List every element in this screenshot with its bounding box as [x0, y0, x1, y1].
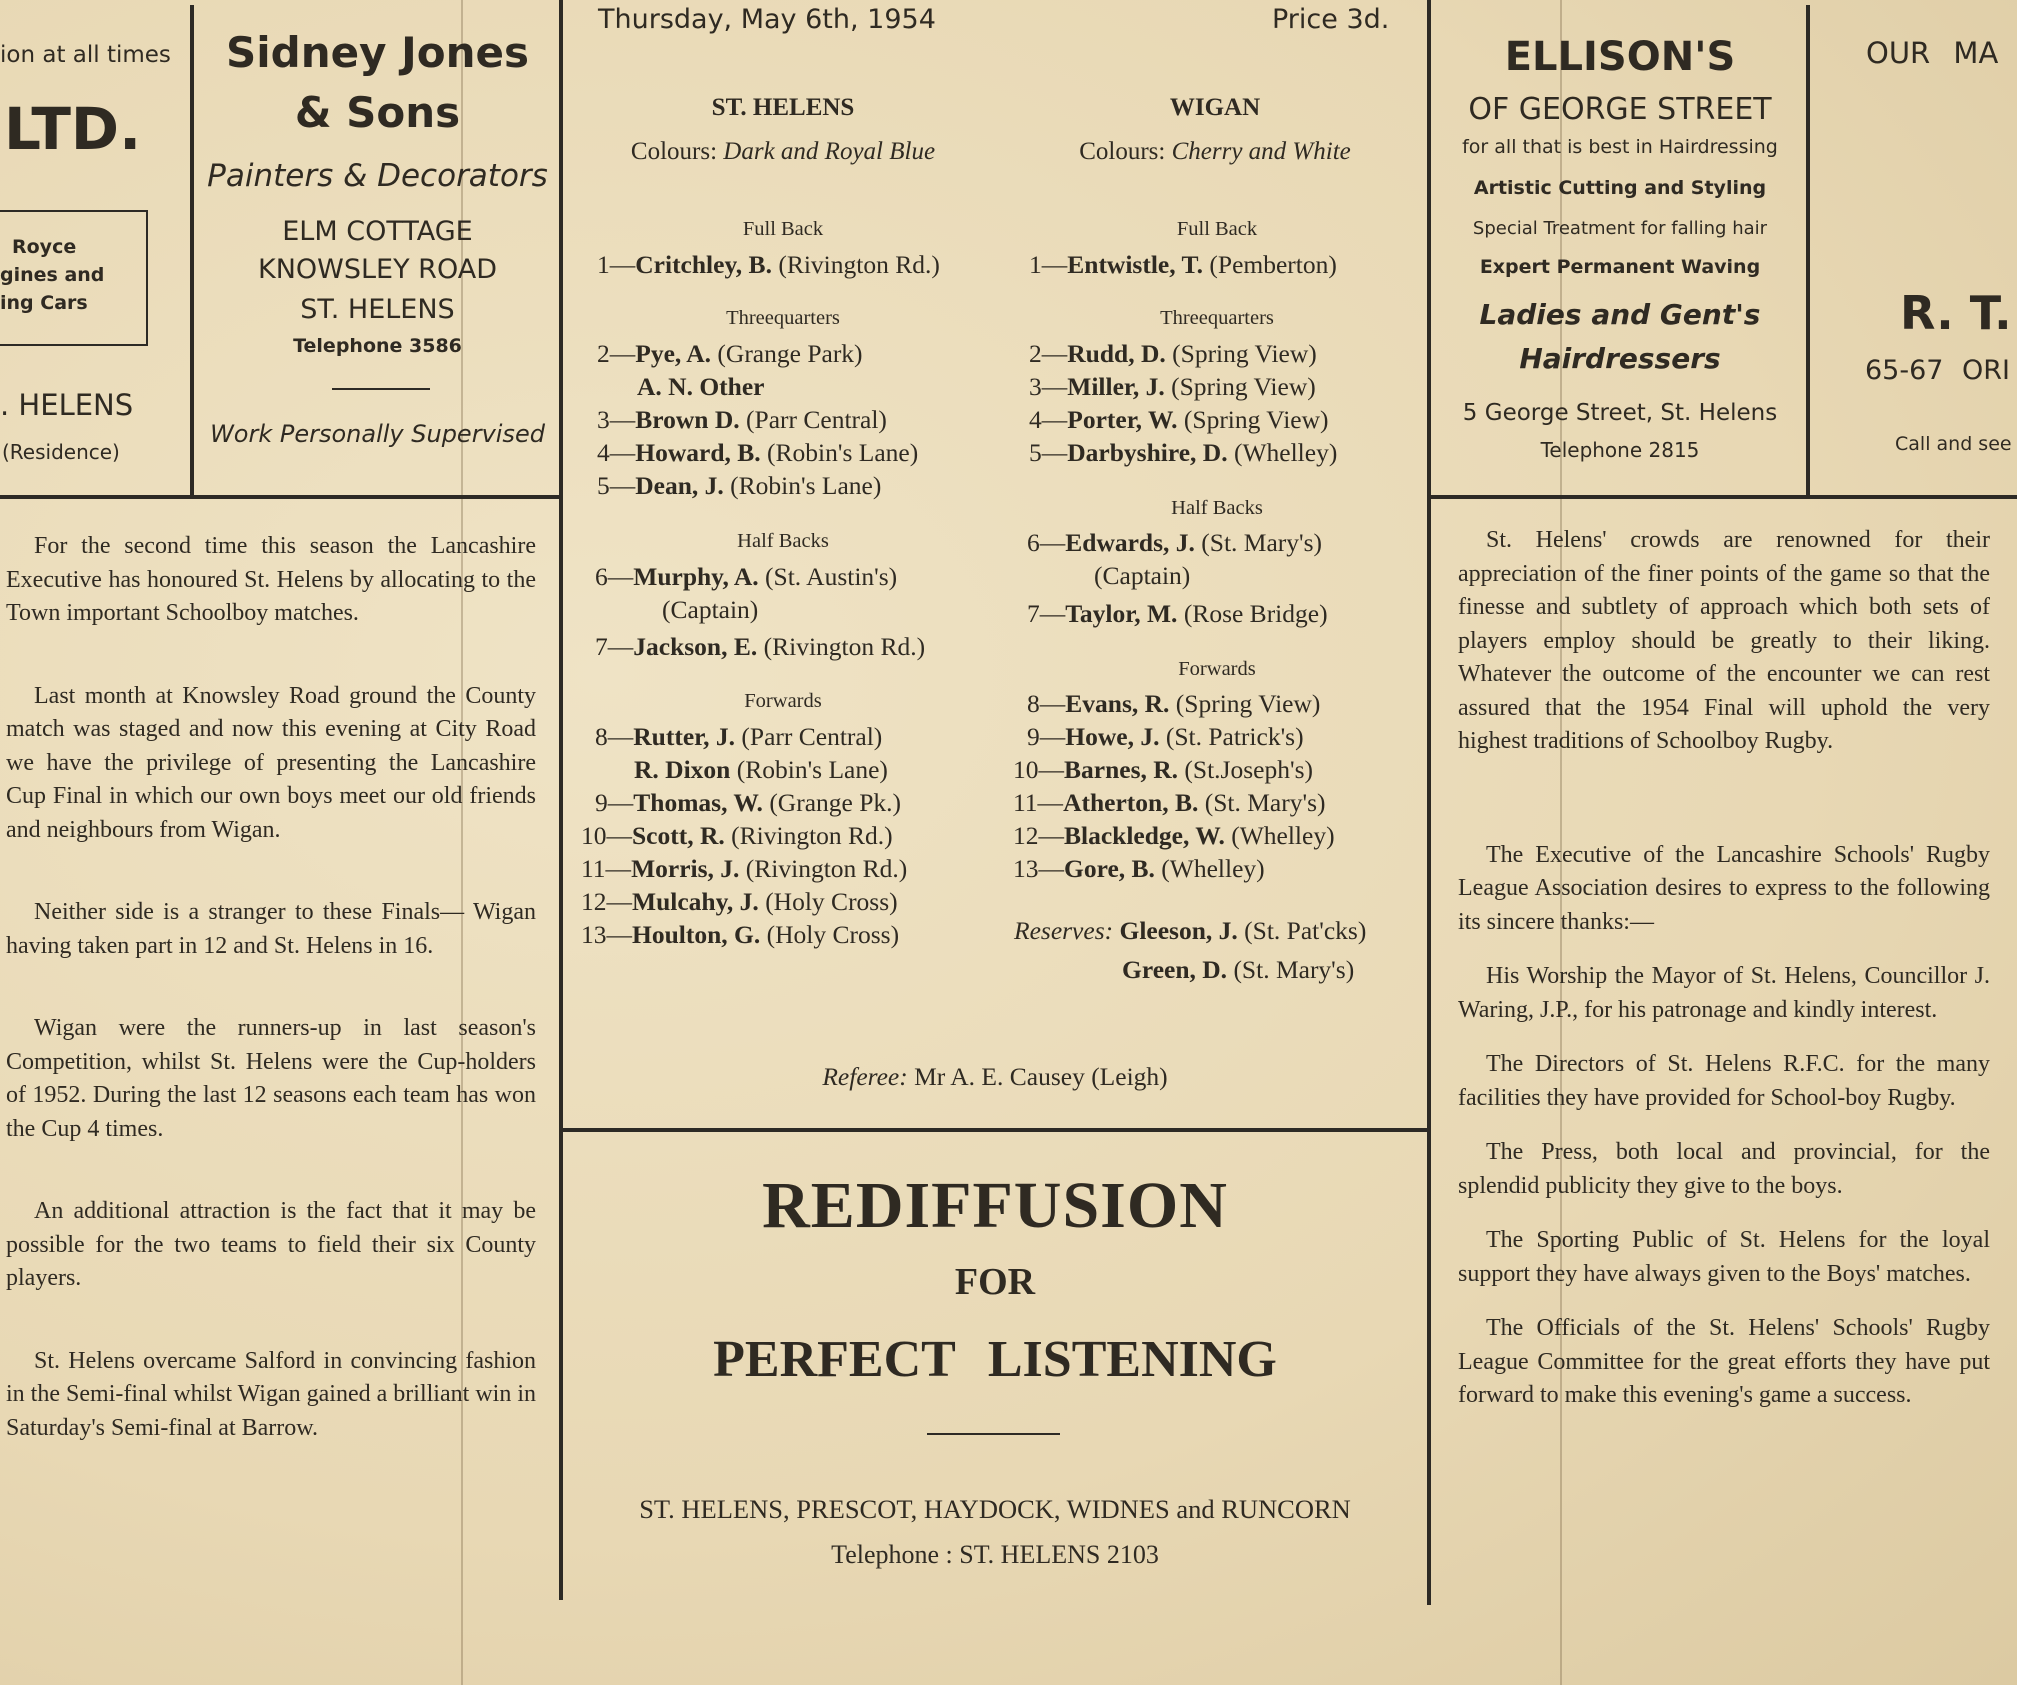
ad-left-residence: (Residence) — [2, 440, 120, 464]
article-paragraph: For the second time this season the Lancashire Executive has honoured St. Helens by allocating to the Town important Schoolboy matches. — [6, 533, 536, 626]
player-number: 1— — [597, 250, 636, 279]
player-name: Scott, R. — [632, 821, 725, 850]
player-number: 12— — [1013, 821, 1064, 850]
player-row — [662, 595, 758, 625]
player-number: 9— — [595, 788, 634, 817]
position-half-backs: Half Backs — [1171, 497, 1263, 519]
article-paragraph: The Officials of the St. Helens' Schools' Rugby League Committee for the great efforts they have put forward to make this evening's game a success. — [1458, 1315, 1990, 1408]
colours-label: Colours: — [1079, 138, 1166, 165]
player-number: 13— — [581, 920, 632, 949]
player-number: 4— — [597, 438, 636, 467]
player-row — [1013, 854, 1265, 884]
player-row — [1029, 372, 1316, 402]
player-name: Edwards, J. — [1065, 528, 1195, 557]
player-club: (Whelley) — [1224, 821, 1335, 850]
reserves-row — [1014, 916, 1366, 946]
position-full-back: Full Back — [1176, 218, 1258, 240]
player-row — [595, 562, 897, 592]
ad-jones-name-sons: & Sons — [294, 88, 461, 137]
player-number: 11— — [581, 854, 632, 883]
player-name: Thomas, W. — [633, 788, 763, 817]
player-name: Darbyshire, D. — [1067, 438, 1228, 467]
divider-ad-left — [190, 5, 194, 495]
player-club: (St. Mary's) — [1194, 528, 1323, 557]
player-number: 2— — [597, 339, 636, 368]
rediffusion-title: REDIFFUSION — [762, 1169, 1228, 1242]
ad-left-ltd: LTD. — [4, 95, 142, 163]
player-row — [1027, 528, 1322, 558]
divider-center-left — [559, 0, 563, 1600]
ad-left-town: . HELENS — [0, 388, 134, 422]
player-name: Brown D. — [635, 405, 740, 434]
player-club: (Parr Central) — [739, 405, 887, 434]
player-name: Gleeson, J. — [1119, 916, 1238, 945]
ad-jones-address: ELM COTTAGE — [282, 216, 473, 247]
left-article — [6, 530, 536, 1445]
player-number: 8— — [595, 722, 634, 751]
position-full-back: Full Back — [742, 218, 824, 240]
player-row — [1094, 561, 1190, 591]
player-row — [597, 438, 918, 468]
ad-ellison-street: OF GEORGE STREET — [1468, 92, 1772, 127]
player-number: 13— — [1013, 854, 1064, 883]
ad-jones-name: Sidney Jones — [226, 28, 529, 77]
article-paragraph: The Directors of St. Helens R.F.C. for the many facilities they have provided for School-boy Rugby. — [1458, 1051, 1990, 1111]
player-row — [1029, 250, 1337, 280]
player-club: (St. Mary's) — [1198, 788, 1326, 817]
ad-ellison-telephone: Telephone 2815 — [1540, 438, 1700, 462]
player-number: 6— — [595, 562, 634, 591]
player-name: Porter, W. — [1067, 405, 1178, 434]
player-row — [634, 755, 888, 785]
ad-jones-rule — [332, 388, 430, 390]
rediffusion-telephone: Telephone : ST. HELENS 2103 — [831, 1540, 1159, 1569]
player-club: (Rivington Rd.) — [724, 821, 893, 850]
ad-ellison-line: Expert Permanent Waving — [1479, 256, 1761, 278]
player-name: Rudd, D. — [1067, 339, 1166, 368]
player-club: (Holy Cross) — [758, 887, 898, 916]
player-row — [581, 920, 899, 950]
colours-value: Dark and Royal Blue — [723, 138, 936, 165]
player-number: 5— — [597, 471, 636, 500]
player-name: Atherton, B. — [1063, 788, 1199, 817]
player-row — [581, 821, 893, 851]
ad-jones-trade: Painters & Decorators — [207, 158, 548, 194]
player-club: (Rivington Rd.) — [739, 854, 908, 883]
ad-left-box-line: Royce — [12, 236, 77, 258]
article-paragraph: St. Helens overcame Salford in convincing fashion in the Semi-final whilst Wigan gained a brilliant win in Saturday's Semi-final at Barrow. — [6, 1347, 536, 1441]
player-row — [1013, 821, 1335, 851]
ad-ellison-line: Special Treatment for falling hair — [1472, 218, 1768, 239]
player-club: (Spring View) — [1165, 339, 1317, 368]
ad-left-box-line: ing Cars — [0, 292, 88, 314]
player-club: (Captain) — [1094, 561, 1191, 590]
player-club: (Rivington Rd.) — [771, 250, 940, 279]
player-row — [1029, 405, 1329, 435]
ad-left-box — [0, 210, 148, 346]
player-number: 7— — [595, 632, 634, 661]
player-number: 4— — [1029, 405, 1068, 434]
player-row — [1027, 689, 1320, 719]
player-number: 2— — [1029, 339, 1068, 368]
ad-ellison-line: for all that is best in Hairdressing — [1462, 136, 1778, 158]
ad-ellison-name: ELLISON'S — [1504, 34, 1736, 80]
ad-jones-address: ST. HELENS — [300, 294, 455, 325]
player-club: (Rose Bridge) — [1177, 599, 1328, 628]
right-article — [1458, 524, 1990, 1413]
player-row — [1029, 438, 1337, 468]
ad-ellison-line: Hairdressers — [1519, 342, 1721, 375]
rediffusion-towns: ST. HELENS, PRESCOT, HAYDOCK, WIDNES and RUNCORN — [639, 1494, 1351, 1524]
colours-value: Cherry and White — [1171, 138, 1351, 165]
programme-date: Thursday, May 6th, 1954 — [598, 4, 936, 35]
player-number: 5— — [1029, 438, 1068, 467]
player-number: 8— — [1027, 689, 1066, 718]
player-name: Mulcahy, J. — [632, 887, 759, 916]
player-club: (Grange Pk.) — [762, 788, 902, 817]
player-name: Entwistle, T. — [1067, 250, 1204, 279]
player-club: (Whelley) — [1227, 438, 1338, 467]
article-paragraph: Neither side is a stranger to these Finals— Wigan having taken part in 12 and St. Helens in 16. — [6, 899, 536, 959]
player-club: (St. Patrick's) — [1159, 722, 1304, 751]
divider-center-right — [1427, 0, 1431, 1605]
player-club: (Whelley) — [1154, 854, 1265, 883]
colours-label: Colours: — [630, 138, 718, 165]
player-name: Miller, J. — [1067, 372, 1165, 401]
player-number: 3— — [1029, 372, 1068, 401]
player-row — [595, 722, 882, 752]
player-club: (Robin's Lane) — [760, 438, 919, 467]
player-name: Critchley, B. — [635, 250, 772, 279]
ad-ellison-line: Artistic Cutting and Styling — [1473, 177, 1767, 199]
player-name: Howard, B. — [635, 438, 761, 467]
ad-left-tagline: ion at all times — [0, 42, 171, 68]
ad-left-box-line: gines and — [0, 264, 105, 286]
player-row — [581, 887, 898, 917]
player-name: A. N. Other — [637, 372, 765, 401]
player-name: Gore, B. — [1064, 854, 1155, 883]
player-club: (Pemberton) — [1203, 250, 1337, 279]
player-number: 9— — [1027, 722, 1066, 751]
ad-right-address: 65-67 ORI — [1865, 355, 2011, 386]
player-row — [597, 339, 863, 369]
ad-right-initials: R. T. — [1900, 286, 2012, 340]
player-number: 11— — [1013, 788, 1064, 817]
ad-jones-address: KNOWSLEY ROAD — [258, 254, 497, 285]
player-club: (Holy Cross) — [760, 920, 900, 949]
article-paragraph: The Executive of the Lancashire Schools' Rugby League Association desires to express to the following its sincere thanks:— — [1458, 841, 1990, 935]
article-paragraph: Wigan were the runners-up in last season's Competition, whilst St. Helens were the Cup-holders of 1952. During the last 12 seasons each team has won the Cup 4 times. — [6, 1015, 536, 1142]
player-number: 7— — [1027, 599, 1066, 628]
rule-right-ads — [1430, 495, 2017, 499]
team-colours-wigan — [1020, 138, 1410, 166]
article-paragraph: His Worship the Mayor of St. Helens, Councillor J. Waring, J.P., for his patronage and kindly interest. — [1458, 963, 1990, 1023]
rule-rediffusion — [562, 1128, 1428, 1132]
player-club: (Grange Park) — [711, 339, 863, 368]
player-name: Green, D. — [1122, 955, 1228, 984]
position-forwards: Forwards — [1178, 658, 1256, 680]
ad-right-heading: OUR MA — [1866, 36, 1999, 70]
player-number: 3— — [597, 405, 636, 434]
rule-left-ads — [0, 495, 562, 499]
ad-ellison-address: 5 George Street, St. Helens — [1462, 400, 1778, 426]
position-threequarters: Threequarters — [1160, 307, 1274, 329]
ad-jones-telephone: Telephone 3586 — [293, 335, 462, 357]
programme-price: Price 3d. — [1272, 4, 1390, 35]
player-club: (St.Joseph's) — [1178, 755, 1313, 784]
player-row — [595, 632, 925, 662]
player-row — [637, 372, 764, 402]
player-row — [1013, 755, 1313, 785]
player-club: (Spring View) — [1177, 405, 1329, 434]
rediffusion-tagline: PERFECT LISTENING — [713, 1331, 1277, 1388]
player-row — [597, 471, 881, 501]
player-name: Pye, A. — [635, 339, 712, 368]
article-paragraph: St. Helens' crowds are renowned for their appreciation of the finer points of the game so that the finesse and subtlety of approach which both sets of players employ should be greatly to their liking. Whatever the outcome of the encounter we can rest assured that the 1954 Final will uphold the very highest traditions of Schoolboy Rugby. — [1458, 527, 1990, 754]
player-club: (Parr Central) — [735, 722, 883, 751]
position-half-backs: Half Backs — [737, 530, 829, 552]
article-paragraph: Last month at Knowsley Road ground the County match was staged and now this evening at City Road we have the privilege of presenting the Lancashire Cup Final in which our own boys meet our old friends and neighbours from Wigan. — [6, 682, 536, 843]
referee — [600, 1062, 1390, 1092]
position-forwards: Forwards — [744, 690, 822, 712]
player-name: Jackson, E. — [633, 632, 758, 661]
team-name-wigan: WIGAN — [1169, 94, 1261, 121]
player-club: (Robin's Lane) — [723, 471, 882, 500]
player-name: Morris, J. — [631, 854, 740, 883]
article-paragraph: The Sporting Public of St. Helens for the loyal support they have always given to the Boys' matches. — [1458, 1227, 1990, 1287]
ad-jones-note: Work Personally Supervised — [210, 420, 545, 448]
player-name: Barnes, R. — [1064, 755, 1179, 784]
reserves-row — [1122, 955, 1354, 985]
player-club: (Captain) — [662, 595, 759, 624]
player-club: (St. Mary's) — [1227, 955, 1355, 984]
player-row — [595, 788, 901, 818]
player-number: 10— — [1013, 755, 1064, 784]
team-colours-st-helens — [588, 138, 978, 166]
team-name-st-helens: ST. HELENS — [711, 94, 855, 121]
article-paragraph: The Press, both local and provincial, for the splendid publicity they give to the boys. — [1458, 1139, 1990, 1199]
player-number: 10— — [581, 821, 632, 850]
player-row — [597, 405, 887, 435]
player-name: Houlton, G. — [632, 920, 761, 949]
player-number: 12— — [581, 887, 632, 916]
player-club: (Spring View) — [1169, 689, 1321, 718]
rediffusion-for: FOR — [954, 1261, 1036, 1303]
player-row — [1013, 788, 1326, 818]
player-club: (Spring View) — [1164, 372, 1316, 401]
player-club: (St. Austin's) — [758, 562, 898, 591]
player-number: 1— — [1029, 250, 1068, 279]
player-row — [1027, 599, 1328, 629]
rediffusion-rule — [927, 1433, 1060, 1435]
player-name: Howe, J. — [1065, 722, 1160, 751]
ad-right-note: Call and see — [1895, 433, 2012, 455]
position-threequarters: Threequarters — [726, 307, 840, 329]
player-row — [1027, 722, 1304, 752]
ad-ellison-line: Ladies and Gent's — [1479, 298, 1761, 331]
player-name: R. Dixon — [634, 755, 731, 784]
player-number: 6— — [1027, 528, 1066, 557]
player-row — [1029, 339, 1317, 369]
referee-name: Mr A. E. Causey (Leigh) — [914, 1062, 1168, 1091]
player-name: Murphy, A. — [633, 562, 759, 591]
player-name: Rutter, J. — [633, 722, 736, 751]
player-name: Evans, R. — [1065, 689, 1170, 718]
player-name: Blackledge, W. — [1064, 821, 1225, 850]
player-club: (St. Pat'cks) — [1237, 916, 1367, 945]
article-paragraph: An additional attraction is the fact that it may be possible for the two teams to field their six County players. — [6, 1198, 536, 1291]
player-row — [597, 250, 940, 280]
referee-label: Referee: — [822, 1062, 908, 1091]
divider-ad-right — [1806, 5, 1810, 495]
player-name: Taylor, M. — [1065, 599, 1178, 628]
player-name: Dean, J. — [635, 471, 724, 500]
player-club: (Rivington Rd.) — [757, 632, 926, 661]
player-row — [581, 854, 907, 884]
player-club: (Robin's Lane) — [730, 755, 888, 784]
reserves-label: Reserves: — [1014, 916, 1114, 945]
